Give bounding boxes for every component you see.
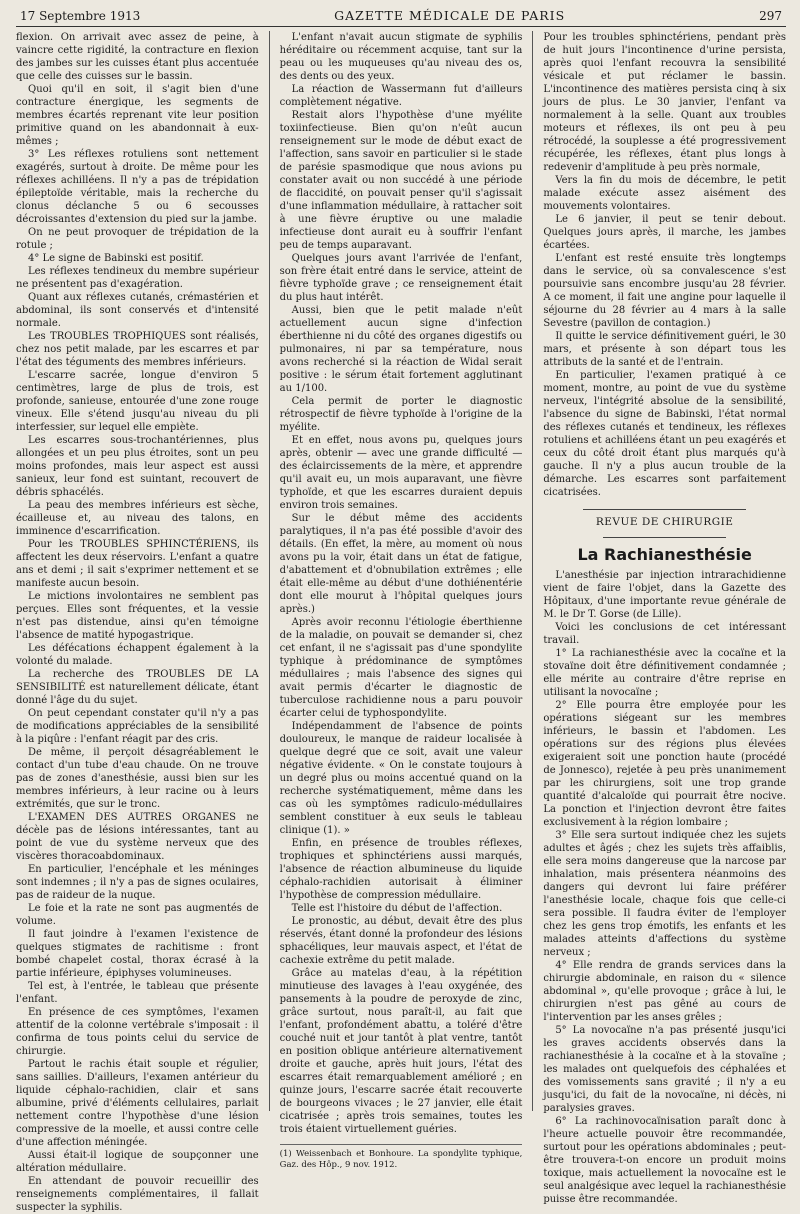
paragraph: Vers la fin du mois de décembre, le petit malade exécute assez aisément des mouvements volontaires. (543, 175, 786, 212)
paragraph: Grâce au matelas d'eau, à la répétition minutieuse des lavages à l'eau oxygénée, des pansements à la poudre de peroxyde de zinc, grâce surtout, nous paraît-il, au fait que l'enfant, profondément abattu, a toléré d'être couché nuit et jour tantôt à plat ventre, tantôt en position oblique antérieure alternativement droite et gauche, après huit jours, l'état des escarres était remarquablement amélioré ; en quinze jours, l'escarre sacrée était recouverte de bourgeons vivaces ; le 27 janvier, elle était cicatrisée ; après trois semaines, toutes les trois étaient virtuellement guéries. (279, 968, 523, 1135)
paragraph: Tel est, à l'entrée, le tableau que présente l'enfant. (16, 981, 259, 1005)
paragraph: Le foie et la rate ne sont pas augmentés de volume. (16, 903, 259, 927)
paragraph: Pour les TROUBLES SPHINCTÉRIENS, ils affectent les deux réservoirs. L'enfant a quatre ans et demi ; il sait s'exprimer nettement et se manifeste aucun besoin. (16, 539, 259, 589)
paragraph: 6° La rachinovocaïnisation paraît donc à l'heure actuelle pouvoir être recommandée, surtout pour les opérations abdominales ; peut-être trouvera-t-on encore un produit moins toxique, mais actuellement la novocaïne est le seul analgésique avec lequel la rachianesthésie puisse être recommandée. (543, 1116, 786, 1205)
article-body (543, 569, 786, 1206)
paragraph: La recherche des TROUBLES DE LA SENSIBILITÉ est naturellement délicate, étant donné l'âge du du sujet. (16, 669, 259, 706)
paragraph: En particulier, l'examen pratiqué à ce moment, montre, au point de vue du système nerveux, l'intégrité absolue de la sensibilité, l'absence du signe de Babinski, l'état normal des réflexes cutanés et tendineux, les réflexes rotuliens et achilléens étant un peu exagérés et ceux du côté droit étant plus marqués qu'à gauche. Il n'y a plus aucun trouble de la démarche. Les escarres sont parfaitement cicatrisées. (543, 370, 786, 498)
page-number: 297 (759, 9, 782, 23)
paragraph: La peau des membres inférieurs est sèche, écailleuse et, au niveau des talons, en imminence d'escarrification. (16, 500, 259, 537)
paragraph: La réaction de Wassermann fut d'ailleurs complètement négative. (279, 84, 523, 108)
paragraph: Sur le début même des accidents paralytiques, il n'a pas été possible d'avoir des détails. (En effet, la mère, au moment où nous avons pu la voir, était dans un état de fatigue, d'abattement et d'obnubilation extrêmes ; elle était elle-même au début d'une dothiénentérie dont elle mourut à l'hôpital quelques jours après.) (279, 513, 523, 615)
column-divider (269, 31, 270, 1111)
issue-date: 17 Septembre 1913 (20, 9, 141, 23)
paragraph: Partout le rachis était souple et régulier, sans saillies. D'ailleurs, l'examen antérieur du liquide céphalo-rachidien, clair et sans albumine, privé d'éléments cellulaires, parlait nettement contre l'hypothèse d'une lésion compressive de la moelle, et aussi contre celle d'une affection méningée. (16, 1059, 259, 1148)
paragraph: Enfin, en présence de troubles réflexes, trophiques et sphinctériens aussi marqués, l'absence de réaction albumineuse du liquide céphalo-rachidien autorisait à éliminer l'hypothèse de compression médullaire. (279, 838, 523, 901)
column-middle-body (280, 31, 523, 1136)
paragraph: L'escarre sacrée, longue d'environ 5 centimètres, large de plus de trois, est profonde, sanieuse, entourée d'une zone rouge vineux. Elle s'étend jusqu'au niveau du pli interfessier, sur lequel elle empiète. (16, 370, 259, 433)
column-right (543, 31, 786, 1205)
paragraph: L'EXAMEN DES AUTRES ORGANES ne décèle pas de lésions intéressantes, tant au point de vue du système nerveux que des viscères thoracoabdominaux. (16, 812, 259, 862)
paragraph: Telle est l'histoire du début de l'affection. (291, 903, 503, 914)
paragraph: Voici les conclusions de cet intéressant travail. (543, 622, 786, 646)
paragraph: 5° La novocaïne n'a pas présenté jusqu'ici les graves accidents observés dans la rachianesthésie à la cocaïne et à la stovaïne ; les malades ont quelquefois des céphalées et des vomissements sans gravité ; il n'y a eu jusqu'ici, du fait de la novocaïne, ni décès, ni paralysies graves. (543, 1025, 786, 1114)
paragraph: Aussi, bien que le petit malade n'eût actuellement aucun signe d'infection éberthienne ni du côté des organes digestifs ou pulmonaires, ni par sa température, nous avons recherché si la réaction de Widal serait positive : le sérum était fortement agglutinant au 1/100. (279, 305, 523, 394)
paragraph: L'enfant est resté ensuite très longtemps dans le service, où sa convalescence s'est poursuivie sans encombre jusqu'au 28 février. A ce moment, il fait une angine pour laquelle il séjourne du 28 février au 4 mars à la salle Sevestre (pavillon de contagion.) (543, 253, 786, 329)
column-divider (532, 31, 533, 1111)
paragraph: En particulier, l'encéphale et les méninges sont indemnes ; il n'y a pas de signes oculaires, pas de raideur de la nuque. (16, 864, 259, 901)
paragraph: Quelques jours avant l'arrivée de l'enfant, son frère était entré dans le service, atteint de fièvre typhoïde grave ; ce renseignement était du plus haut intérêt. (279, 253, 523, 303)
column-right-body (543, 31, 786, 499)
section-label: REVUE DE CHIRURGIE (595, 516, 734, 528)
text-columns (16, 31, 786, 1213)
paragraph: flexion. On arrivait avec assez de peine, à vaincre cette rigidité, la contracture en flexion des jambes sur les cuisses étant plus accentuée que celle des cuisses sur le bassin. (16, 32, 259, 82)
paragraph: En attendant de pouvoir recueillir des renseignements complémentaires, il fallait suspecter la syphilis. (16, 1176, 259, 1213)
paragraph: On ne peut provoquer de trépidation de la rotule ; (16, 227, 259, 251)
paragraph: On peut cependant constater qu'il n'y a pas de modifications appréciables de la sensibilité à la piqûre : l'enfant réagit par des cris. (16, 708, 259, 745)
paragraph: Les escarres sous-trochantériennes, plus allongées et un peu plus étroites, sont un peu moins profondes, mais leur aspect est aussi sanieux, leur fond est suintant, recouvert de débris sphacélés. (16, 435, 259, 498)
paragraph: L'enfant n'avait aucun stigmate de syphilis héréditaire ou récemment acquise, tant sur la peau ou les muqueuses qu'au niveau des os, des dents ou des yeux. (279, 32, 523, 82)
footnote: (1) Weissenbach et Bonhoure. La spondylite typhique, Gaz. des Hôp., 9 nov. 1912. (280, 1144, 523, 1171)
paragraph: L'anesthésie par injection intrarachidienne vient de faire l'objet, dans la Gazette des Hôpitaux, d'une importante revue générale de M. le Dr T. Gorse (de Lille). (543, 570, 786, 620)
paragraph: 4° Le signe de Babinski est positif. (28, 253, 204, 264)
paragraph: Et en effet, nous avons pu, quelques jours après, obtenir — avec une grande difficulté — des éclaircissements de la mère, et apprendre qu'il avait eu, un mois auparavant, une fièvre typhoïde, et que les escarres duraient depuis environ trois semaines. (279, 435, 523, 511)
paragraph: Les TROUBLES TROPHIQUES sont réalisés, chez nos petit malade, par les escarres et par l'état des téguments des membres inférieurs. (16, 331, 259, 368)
running-header (16, 8, 786, 27)
column-middle (279, 31, 523, 1170)
paragraph: 3° Elle sera surtout indiquée chez les sujets adultes et âgés ; chez les sujets très affaiblis, elle sera moins dangereuse que la narcose par inhalation, mais présentera néanmoins des dangers qui devront lui faire préférer l'anesthésie locale, chaque fois que celle-ci sera possible. Il faudra éviter de l'employer chez les gens trop émotifs, les enfants et les malades atteints d'affections du système nerveux ; (543, 830, 786, 958)
paragraph: Restait alors l'hypothèse d'une myélite toxiinfectieuse. Bien qu'on n'eût aucun renseignement sur le mode de début exact de l'affection, sans savoir en particulier si le stade de parésie spasmodique que nous avions pu constater avait ou non succédé à une période de flaccidité, on pouvait penser qu'il s'agissait d'une inflammation médullaire, à rattacher soit à une fièvre éruptive ou une maladie infectieuse dont aurait eu à souffrir l'enfant peu de temps auparavant. (279, 110, 523, 251)
paragraph: Il quitte le service définitivement guéri, le 30 mars, et présente à son départ tous les attributs de la santé et de l'entrain. (543, 331, 786, 368)
paragraph: Le mictions involontaires ne semblent pas perçues. Elles sont fréquentes, et la vessie n'est pas distendue, ainsi qu'en témoigne l'absence de matité hypogastrique. (16, 591, 259, 641)
paragraph: Indépendamment de l'absence de points douloureux, le manque de raideur localisée à quelque degré que ce soit, avait une valeur négative évidente. « On le constate toujours à un degré plus ou moins accentué quand on la recherche systématiquement, même dans les cas où les symptômes radiculo-médullaires semblent constituer à eux seuls le tableau clinique (1). » (279, 721, 523, 836)
paragraph: Les défécations échappent également à la volonté du malade. (16, 643, 259, 667)
paragraph: 4° Elle rendra de grands services dans la chirurgie abdominale, en raison du « silence abdominal », qu'elle provoque ; grâce à lui, le chirurgien n'est pas gêné au cours de l'intervention par les anses grêles ; (543, 960, 786, 1023)
paragraph: Après avoir reconnu l'étiologie éberthienne de la maladie, on pouvait se demander si, chez cet enfant, il ne s'agissait pas d'une spondylite typhique à prédominance de symptômes médullaires ; mais l'absence des signes qui avait permis d'écarter le diagnostic de tuberculose rachidienne nous a paru pouvoir écarter celui de typhospondylite. (279, 617, 523, 719)
paragraph: Le pronostic, au début, devait être des plus réservés, étant donné la profondeur des lésions sphacéliques, leur mauvais aspect, et l'état de cachexie extrême du petit malade. (279, 916, 523, 966)
paragraph: Le 6 janvier, il peut se tenir debout. Quelques jours après, il marche, les jambes écartées. (543, 214, 786, 251)
paragraph: Quant aux réflexes cutanés, crémastérien et abdominal, ils sont conservés et d'intensité normale. (16, 292, 259, 329)
paragraph: 1° La rachianesthésie avec la cocaïne et la stovaïne doit être définitivement condamnée ; elle mérite au contraire d'être reprise en utilisant la novocaïne ; (543, 648, 786, 698)
section-divider (583, 509, 746, 510)
article-title: La Rachianesthésie (577, 545, 752, 564)
paragraph: 3° Les réflexes rotuliens sont nettement exagérés, surtout à droite. De même pour les réflexes achilléens. Il n'y a pas de trépidation épileptoïde véritable, mais la recherche du clonus déclanche 5 ou 6 secousses décroissantes d'extension du pied sur la jambe. (16, 149, 259, 225)
column-left (16, 31, 259, 1213)
paragraph: Aussi était-il logique de soupçonner une altération médullaire. (16, 1150, 259, 1174)
journal-title: GAZETTE MÉDICALE DE PARIS (334, 8, 566, 23)
paragraph: Les réflexes tendineux du membre supérieur ne présentent pas d'exagération. (16, 266, 259, 290)
section-underline (603, 537, 726, 538)
paragraph: Cela permit de porter le diagnostic rétrospectif de fièvre typhoïde à l'origine de la myélite. (279, 396, 523, 433)
paragraph: Quoi qu'il en soit, il s'agit bien d'une contracture énergique, les segments de membres écartés reprenant vite leur position primitive quand on les abandonnait à eux-mêmes ; (16, 84, 259, 147)
paragraph: 2° Elle pourra être employée pour les opérations siégeant sur les membres inférieurs, le bassin et l'abdomen. Les opérations sur des régions plus élevées exigeraient soit une ponction haute (procédé de Jonnesco), rejetée à peu près unanimement par les chirurgiens, soit une trop grande quantité d'alcaloïde qui pourrait être nocive. La ponction et l'injection devront être faites exclusivement à la région lombaire ; (543, 700, 786, 828)
paragraph: En présence de ces symptômes, l'examen attentif de la colonne vertébrale s'imposait : il confirma de tous points celui du service de chirurgie. (16, 1007, 259, 1057)
paragraph: Il faut joindre à l'examen l'existence de quelques stigmates de rachitisme : front bombé chapelet costal, thorax écrasé à la partie inférieure, épiphyses volumineuses. (16, 929, 259, 979)
paragraph: De même, il perçoit désagréablement le contact d'un tube d'eau chaude. On ne trouve pas de zones d'anesthésie, aussi bien sur les membres inférieurs, à leur racine ou à leurs extrémités, que sur le tronc. (16, 747, 259, 810)
paragraph: Pour les troubles sphinctériens, pendant près de huit jours l'incontinence d'urine persista, après quoi l'enfant recouvra la sensibilité vésicale et put réclamer le bassin. L'incontinence des matières persista cinq à six jours de plus. Le 30 janvier, l'enfant va normalement à la selle. Quant aux troubles moteurs et réflexes, ils ont peu à peu rétrocédé, la souplesse a été progressivement récupérée, les réflexes, étant plus longs à redevenir d'amplitude à peu près normale, (543, 32, 786, 173)
